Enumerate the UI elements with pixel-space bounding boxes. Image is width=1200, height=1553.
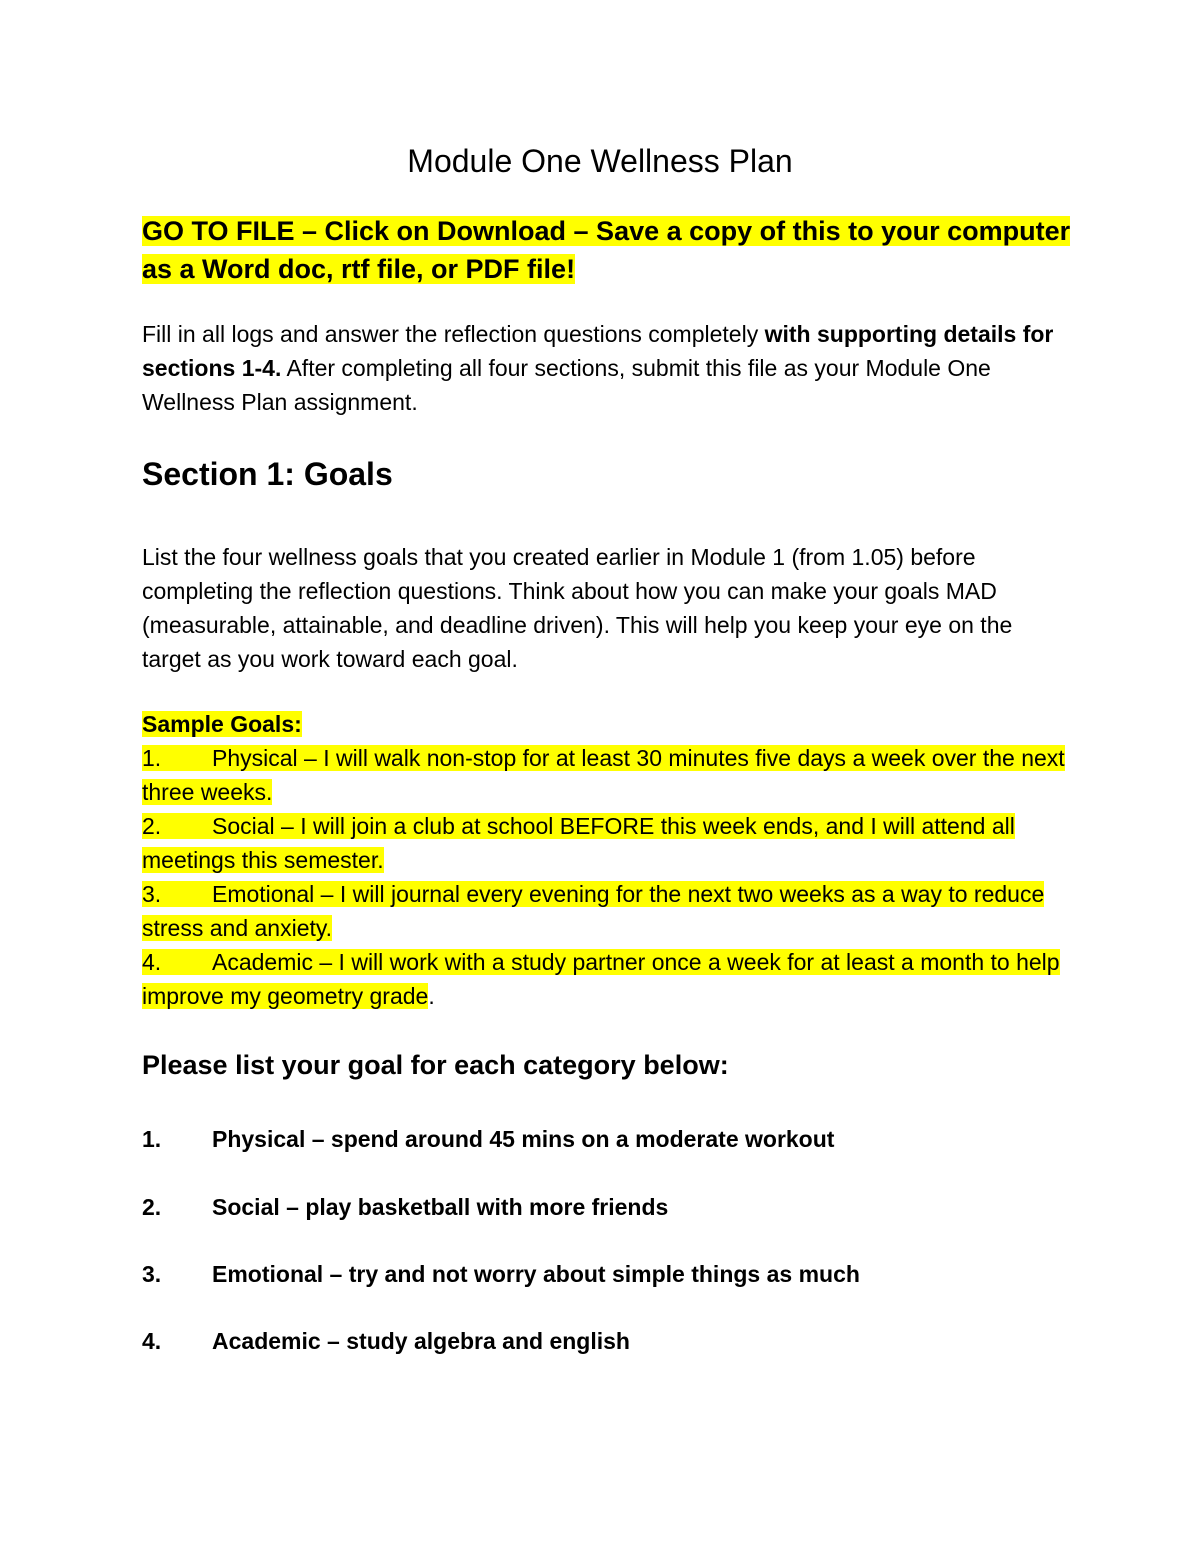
page-title: Module One Wellness Plan [407,143,793,179]
intro-text-bold: with supporting details for sections 1-4. [142,321,1054,381]
sample-goal-item: 2. Social – I will join a club at school BEFORE this week ends, and I will attend all meetings this semester. [142,813,1015,873]
section-1-heading: Section 1: Goals [142,456,393,492]
goal-item-academic: 4. Academic – study algebra and english [142,1328,630,1354]
intro-text-1: Fill in all logs and answer the reflection questions completely [142,321,765,347]
sample-goals [142,707,1072,1013]
trailing-period: . [428,983,435,1009]
section-1-description: List the four wellness goals that you created earlier in Module 1 (from 1.05) before completing the reflection questions. Think about how you can make your goals MAD (measurable, attainable, and deadline driven). This will help you keep your eye on the target as you work toward each goal. [142,544,1013,672]
intro-paragraph [142,317,1072,419]
sample-goal-item: 1. Physical – I will walk non-stop for at least 30 minutes five days a week over the next three weeks. [142,745,1065,805]
your-goals-heading: Please list your goal for each category below: [142,1050,729,1080]
instruction-text: GO TO FILE – Click on Download – Save a copy of this to your computer as a Word doc, rtf file, or PDF file! [142,216,1071,284]
goal-item-social: 2. Social – play basketball with more friends [142,1194,669,1220]
sample-goal-item: 3. Emotional – I will journal every evening for the next two weeks as a way to reduce stress and anxiety. [142,881,1045,941]
goal-item-emotional: 3. Emotional – try and not worry about simple things as much [142,1261,860,1287]
goal-item-physical: 1. Physical – spend around 45 mins on a moderate workout [142,1126,835,1152]
intro-text-2: After completing all four sections, submit this file as your Module One Wellness Plan assignment. [142,355,991,415]
download-instruction [142,212,1072,288]
sample-goals-label: Sample Goals: [142,711,302,737]
sample-goal-item: 4. Academic – I will work with a study partner once a week for at least a month to help improve my geometry grade. [142,949,1060,1009]
